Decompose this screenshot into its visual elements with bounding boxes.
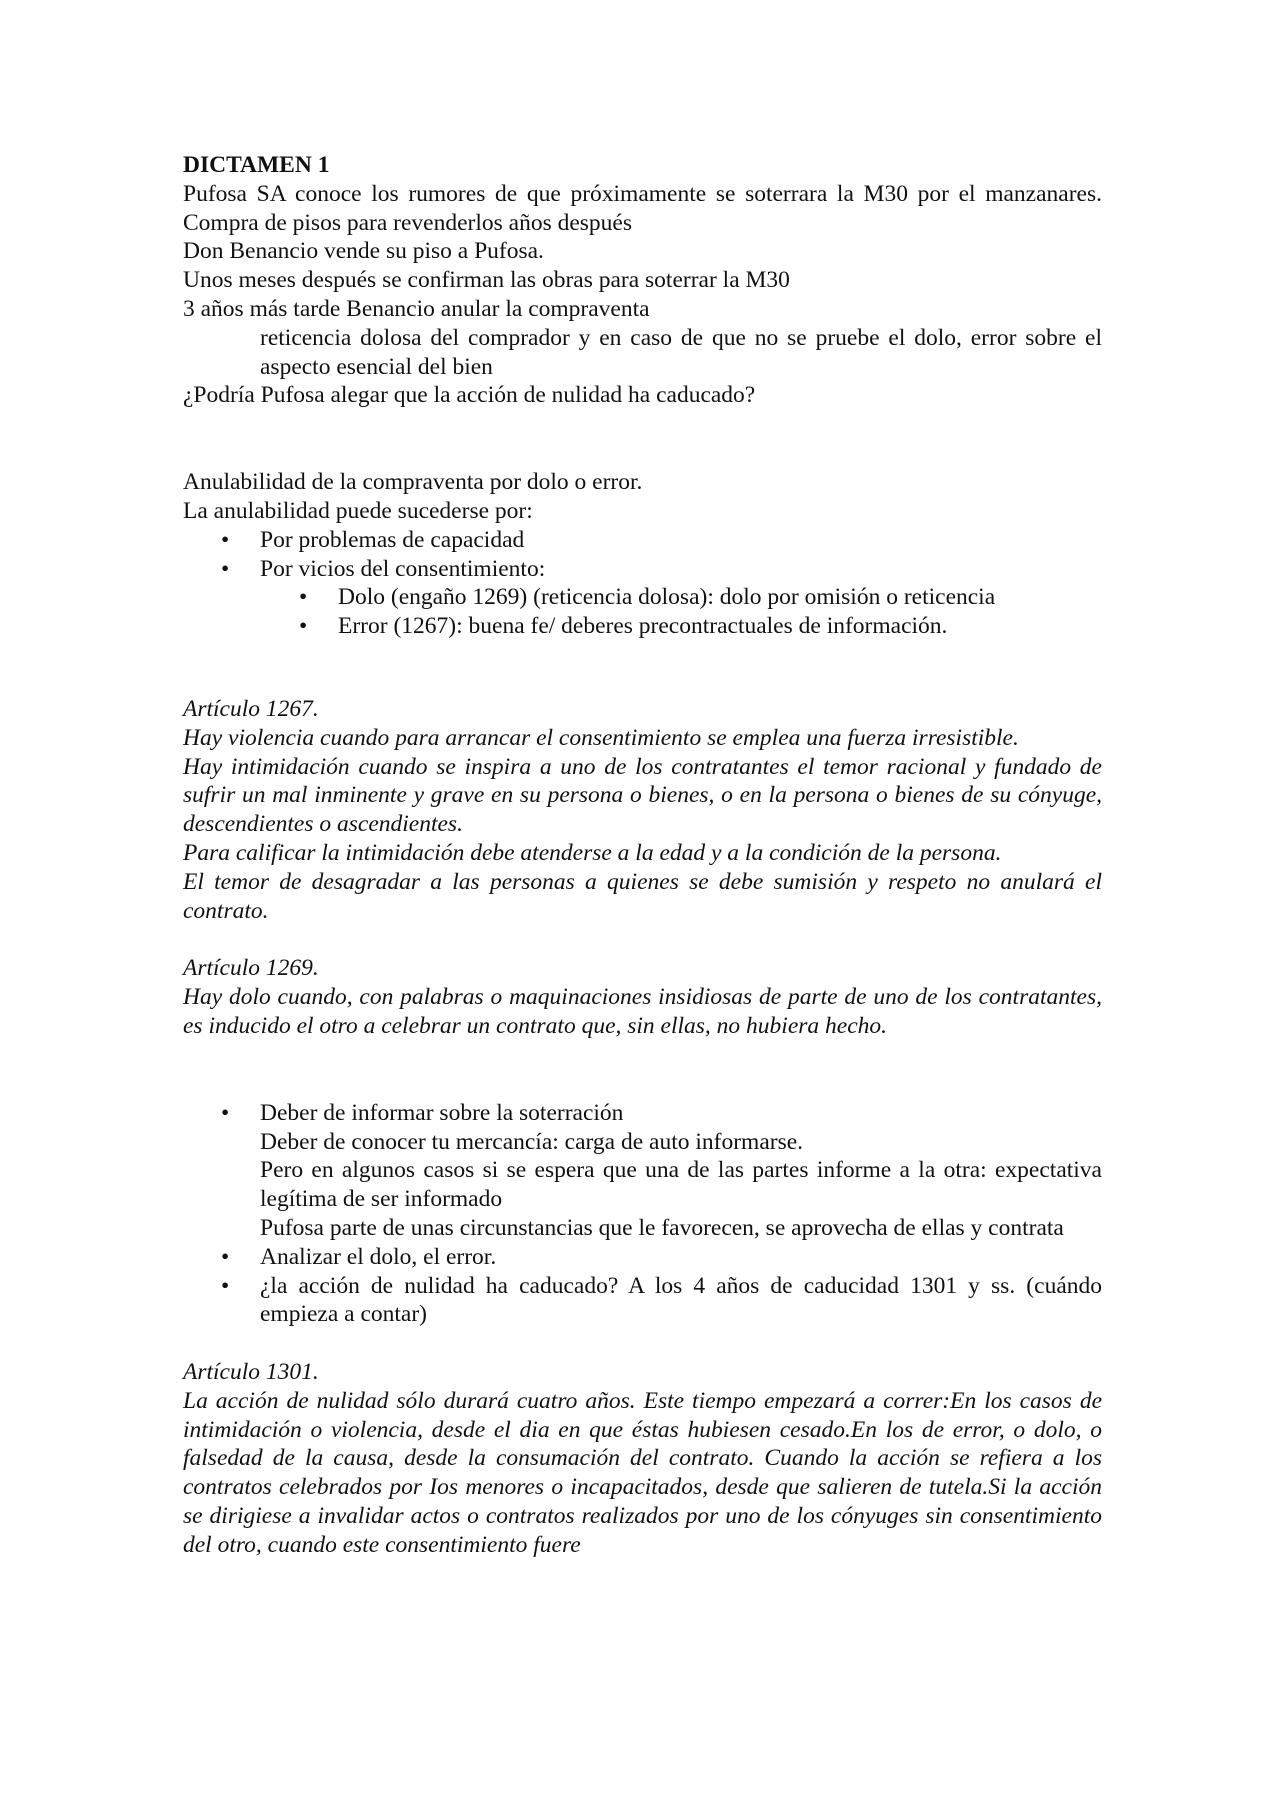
article-title: Artículo 1267. [183,695,319,722]
article-1267 [183,695,1102,925]
article-paragraph: Para calificar la intimidación debe atenderse a la edad y a la condición de la persona. [183,839,1002,866]
list-item-text: Analizar el dolo, el error. [260,1243,497,1270]
list-item-text: Por vicios del consentimiento: [260,555,546,582]
article-paragraph: Hay intimidación cuando se inspira a uno de los contratantes el temor racional y fundado de sufrir un mal inminente y grave en su persona o bienes, o en la persona o bienes de su cónyuge, descendientes o ascendientes. [183,753,1102,838]
analysis-bullet-list [183,526,1102,641]
article-paragraph: Hay dolo cuando, con palabras o maquinaciones insidiosas de parte de uno de los contratantes, es inducido el otro a celebrar un contrato que, sin ellas, no hubiera hecho. [183,984,1102,1039]
article-paragraph: La acción de nulidad sólo durará cuatro años. Este tiempo empezará a correr:En los casos de intimidación o violencia, desde el dia en que éstas hubiesen cesado.En los de error, o dolo, o falsedad de la causa, desde la consumación del contrato. Cuando la acción se refiera a los contratos celebrados por Ios menores o incapacitados, desde que salieren de tutela.Si la acción se dirigiese a invalidar actos o contratos realizados por uno de los cónyuges sin consentimiento del otro, cuando este consentimiento fuere [183,1387,1102,1558]
intro-paragraph: Pufosa SA conoce los rumores de que próximamente se soterrara la M30 por el manzanares. Compra de pisos para revenderlos años después [183,180,1102,236]
article-title: Artículo 1269. [183,955,319,982]
intro-indented-paragraph: reticencia dolosa del comprador y en caso de que no se pruebe el dolo, error sobre el aspecto esencial del bien [260,324,1102,380]
article-paragraph: Hay violencia cuando para arrancar el consentimiento se emplea una fuerza irresistible. [183,724,1019,751]
bullet-icon: • [299,584,308,611]
article-1269 [183,954,1102,1040]
bullet-icon: • [221,555,230,582]
analysis-line: La anulabilidad puede sucederse por: [183,497,533,524]
question-line: ¿Podría Pufosa alegar que la acción de nulidad ha caducado? [183,382,756,409]
list-item [183,1099,1102,1128]
bullet-icon: • [221,1272,230,1299]
discussion-bullet-list [183,1099,1102,1329]
list-item-text: Error (1267): buena fe/ deberes precontractuales de información. [338,613,948,640]
list-item-text: Deber de informar sobre la soterración [260,1099,624,1126]
bullet-icon: • [221,526,230,553]
article-title: Artículo 1301. [183,1359,319,1386]
list-item [183,555,1102,584]
list-item [183,612,1102,641]
list-item-text: Por problemas de capacidad [260,526,525,553]
intro-line: 3 años más tarde Benancio anular la compraventa [183,295,650,322]
bullet-icon: • [221,1243,230,1270]
analysis-line: Anulabilidad de la compraventa por dolo o error. [183,469,643,496]
intro-line: Don Benancio vende su piso a Pufosa. [183,238,544,265]
list-item-continuation [183,1128,1102,1243]
bullet-icon: • [299,613,308,640]
discussion-line: Pero en algunos casos si se espera que una de las partes informe a la otra: expectativa legítima de ser informado [260,1157,1102,1213]
list-item [183,583,1102,612]
list-item [183,526,1102,555]
list-item [183,1243,1102,1272]
list-item-text: ¿la acción de nulidad ha caducado? A los 4 años de caducidad 1301 y ss. (cuándo empieza a contar) [260,1272,1102,1328]
article-paragraph: El temor de desagradar a las personas a quienes se debe sumisión y respeto no anulará el contrato. [183,868,1102,924]
discussion-line: Pufosa parte de unas circunstancias que le favorecen, se aprovecha de ellas y contrata [260,1214,1064,1241]
list-item [183,1272,1102,1330]
list-item-text: Dolo (engaño 1269) (reticencia dolosa): dolo por omisión o reticencia [338,584,996,611]
article-1301 [183,1358,1102,1560]
document-heading: DICTAMEN 1 [183,152,330,178]
intro-line: Unos meses después se confirman las obras para soterrar la M30 [183,267,790,294]
bullet-icon: • [221,1099,230,1126]
discussion-line: Deber de conocer tu mercancía: carga de auto informarse. [260,1128,804,1155]
